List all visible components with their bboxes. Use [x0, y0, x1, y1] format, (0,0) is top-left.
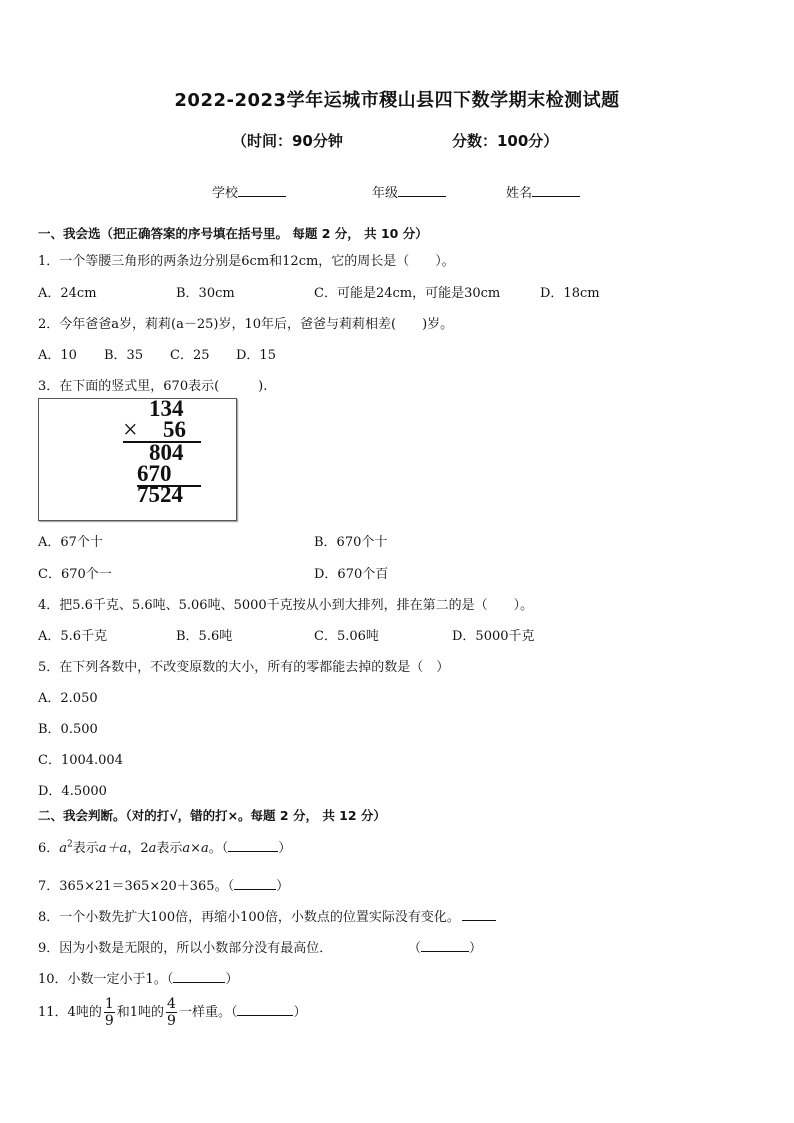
q3-option-c[interactable]: C．670个一	[38, 567, 112, 582]
q2-option-b[interactable]: B．35	[104, 348, 144, 363]
q8-answer-blank[interactable]	[462, 908, 496, 921]
q4-option-c[interactable]: C．5.06吨	[314, 629, 379, 644]
partial-product-2: 670	[137, 461, 172, 486]
q6-text-3: 表示	[156, 841, 183, 856]
q11-fraction-1	[104, 996, 115, 1029]
q11-fraction-1-denominator: 9	[104, 1013, 114, 1029]
q9-close: ）	[469, 941, 483, 956]
q6-base: a	[59, 841, 68, 856]
school-label: 学校	[212, 186, 239, 201]
question-9: 9．因为小数是无限的，所以小数部分没有最高位．	[38, 941, 333, 956]
grade-blank[interactable]	[398, 184, 446, 197]
q7-answer-blank[interactable]	[234, 877, 276, 890]
question-8	[38, 906, 496, 925]
question-4: 4．把5.6千克、5.6吨、5.06吨、5000千克按从小到大排列，排在第二的是（ ）。	[38, 598, 534, 613]
q11-text-3: 一样重。（	[178, 1005, 238, 1020]
q4-option-b[interactable]: B．5.6吨	[176, 629, 233, 644]
question-11	[38, 996, 306, 1029]
q6-text-2: ，2	[127, 841, 149, 856]
q9-answer	[408, 937, 482, 956]
q11-fraction-1-numerator: 1	[104, 996, 114, 1012]
vertical-multiplication-figure	[38, 398, 237, 521]
q2-option-c[interactable]: C．25	[170, 348, 210, 363]
q11-fraction-2-denominator: 9	[167, 1013, 176, 1029]
name-blank[interactable]	[532, 184, 580, 197]
grade-label: 年级	[372, 186, 399, 201]
q3-option-b[interactable]: B．670个十	[314, 535, 388, 550]
q6-text-5: ）	[278, 841, 292, 856]
q11-answer-blank[interactable]	[237, 1003, 293, 1016]
question-3: 3．在下面的竖式里，670表示( ).	[38, 379, 268, 394]
exam-score: 分数：100分）	[452, 132, 559, 150]
q5-option-b[interactable]: B．0.500	[38, 722, 98, 737]
q6-text-1: 表示	[72, 841, 99, 856]
q11-close: ）	[293, 1005, 307, 1020]
q10-answer-blank[interactable]	[173, 970, 225, 983]
grade-field	[372, 182, 446, 201]
q11-text-2: 和1吨的	[116, 1005, 165, 1020]
q7-close: ）	[276, 879, 290, 894]
q1-option-d[interactable]: D．18cm	[540, 286, 600, 301]
q11-text-1: 11．4吨的	[38, 1005, 102, 1020]
q2-option-a[interactable]: A．10	[38, 348, 77, 363]
question-6	[38, 837, 291, 856]
question-7	[38, 875, 289, 894]
q5-option-c[interactable]: C．1004.004	[38, 753, 123, 768]
q10-close: ）	[225, 972, 239, 987]
q3-option-d[interactable]: D．670个百	[314, 567, 389, 582]
exam-time: （时间：90分钟	[232, 132, 343, 150]
q8-text: 8．一个小数先扩大100倍，再缩小100倍，小数点的位置实际没有变化。	[38, 910, 460, 925]
q4-option-a[interactable]: A．5.6千克	[38, 629, 108, 644]
section-2-heading: 二、我会判断。（对的打√，错的打×。每题 2 分， 共 12 分）	[38, 808, 386, 823]
q9-answer-blank[interactable]	[421, 939, 469, 952]
question-1: 1．一个等腰三角形的两条边分别是6cm和12cm，它的周长是（ ）。	[38, 254, 455, 269]
q6-text-4: 。（	[208, 841, 229, 856]
q5-option-a[interactable]: A．2.050	[38, 691, 98, 706]
school-blank[interactable]	[238, 184, 286, 197]
question-2: 2．今年爸爸a岁，莉莉(a－25)岁，10年后，爸爸与莉莉相差( )岁。	[38, 317, 454, 332]
q10-text: 10．小数一定小于1。（	[38, 972, 174, 987]
q1-option-a[interactable]: A．24cm	[38, 286, 97, 301]
q7-text: 7．365×21＝365×20＋365。（	[38, 879, 235, 894]
q11-fraction-2-numerator: 4	[167, 996, 176, 1012]
multiply-sign: ×	[123, 415, 138, 444]
q9-open: （	[408, 941, 422, 956]
page-title: 2022-2023学年运城市稷山县四下数学期末检测试题	[174, 90, 620, 111]
final-product: 7524	[137, 482, 183, 507]
q4-option-d[interactable]: D．5000千克	[452, 629, 535, 644]
q11-fraction-2	[166, 996, 177, 1029]
partial-product-1: 804	[149, 440, 184, 465]
name-field	[506, 182, 580, 201]
question-10	[38, 968, 238, 987]
school-field	[212, 182, 286, 201]
multiplier: 56	[163, 417, 186, 442]
q2-option-d[interactable]: D．15	[236, 348, 276, 363]
q1-option-c[interactable]: C．可能是24cm，可能是30cm	[314, 286, 501, 301]
q6-exponent: 2	[67, 839, 73, 850]
q6-answer-blank[interactable]	[228, 839, 278, 852]
q6-expr-1: a＋a	[98, 841, 128, 856]
q5-option-d[interactable]: D．4.5000	[38, 784, 107, 799]
question-5: 5．在下列各数中，不改变原数的大小，所有的零都能去掉的数是（ ）	[38, 660, 450, 675]
section-1-heading: 一、我会选（把正确答案的序号填在括号里。 每题 2 分， 共 10 分）	[38, 226, 428, 241]
q6-expr-2: a	[148, 841, 157, 856]
multiplicand: 134	[149, 396, 184, 421]
q6-expr-3: a×a	[182, 841, 209, 856]
q1-option-b[interactable]: B．30cm	[176, 286, 235, 301]
q3-option-a[interactable]: A．67个十	[38, 535, 103, 550]
q6-number: 6．	[38, 841, 60, 856]
name-label: 姓名	[506, 186, 533, 201]
